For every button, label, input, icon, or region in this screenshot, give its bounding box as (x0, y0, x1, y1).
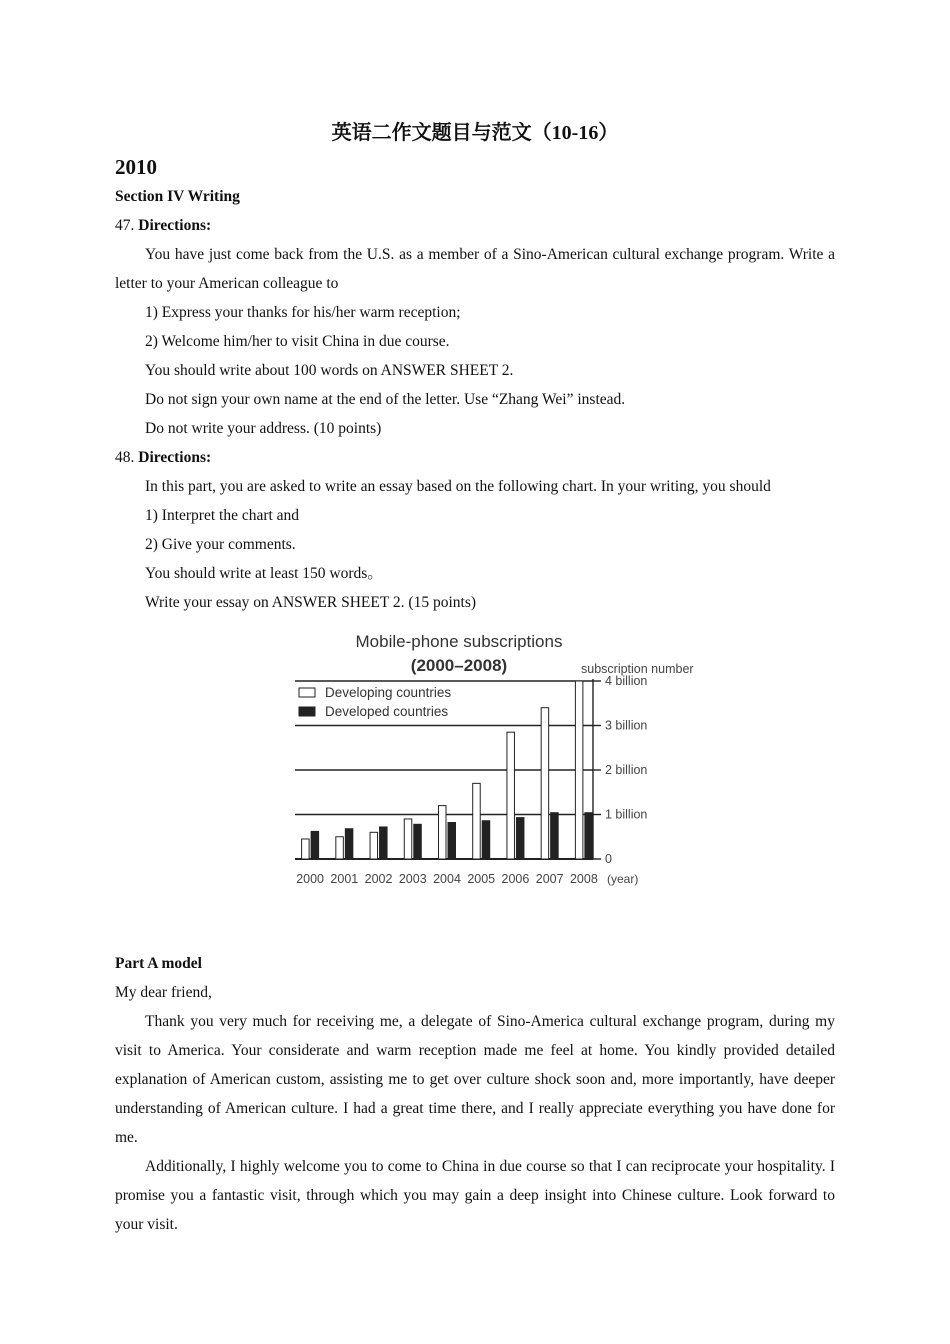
section-heading: Section IV Writing (115, 188, 240, 205)
letter-paragraph-2: Additionally, I highly welcome you to come to China in due course so that I can reciprocate your hospitality. I promise you a fantastic visit, through which you may gain a deep insight into Chinese culture. Look forward to your visit. (115, 1158, 835, 1233)
q48-label: Directions: (138, 449, 212, 466)
x-tick-label: 2005 (467, 872, 496, 886)
x-tick-label: 2007 (535, 872, 564, 886)
q47-directions (115, 211, 835, 240)
chart-title: Mobile-phone subscriptions (355, 632, 563, 651)
q47-prompt: You have just come back from the U.S. as a member of a Sino-American cultural exchange program. Write a letter to your American colleague to (115, 246, 835, 292)
bar-developing-2004 (439, 806, 447, 859)
y-tick-label: 3 billion (605, 718, 648, 733)
bar-developed-2003 (414, 824, 422, 859)
part-a-heading: Part A model (115, 955, 202, 972)
y-tick-label: 1 billion (605, 807, 648, 822)
legend-swatch (299, 707, 315, 716)
legend-label: Developed countries (325, 704, 449, 719)
bar-developing-2001 (336, 837, 344, 859)
y-tick-label: 0 (605, 852, 612, 866)
bar-developed-2004 (448, 823, 456, 859)
q47-word-count: You should write about 100 words on ANSWER SHEET 2. (145, 362, 514, 379)
bar-developing-2006 (507, 732, 515, 859)
chart-subtitle: (2000–2008) (410, 656, 508, 675)
x-tick-label: 2006 (501, 872, 530, 886)
chart-svg (115, 625, 835, 893)
bar-developed-2005 (482, 821, 490, 859)
q48-item-2: 2) Give your comments. (145, 536, 296, 553)
x-tick-label: 2008 (569, 872, 598, 886)
x-tick-label: 2004 (433, 872, 461, 886)
y-tick-label: 4 billion (605, 674, 648, 688)
subscriptions-chart (115, 625, 835, 893)
q48-number: 48. (115, 449, 139, 466)
q48-word-count: You should write at least 150 words。 (145, 565, 383, 582)
x-tick-label: 2002 (364, 872, 393, 886)
bar-developing-2008 (575, 681, 583, 859)
bar-developed-2001 (345, 829, 353, 859)
bar-developing-2002 (370, 832, 378, 859)
q47-signature-rule: Do not sign your own name at the end of the letter. Use “Zhang Wei” instead. (145, 391, 626, 408)
year-heading: 2010 (115, 155, 157, 179)
y-tick-label: 2 billion (605, 763, 648, 777)
q47-label: Directions: (138, 217, 212, 234)
q47-number: 47. (115, 217, 139, 234)
q48-item-1: 1) Interpret the chart and (145, 507, 300, 524)
q48-directions (115, 443, 835, 472)
bar-developed-2008 (585, 813, 593, 859)
x-tick-label: 2003 (398, 872, 427, 886)
document-page (115, 118, 835, 1239)
letter-greeting: My dear friend, (115, 984, 212, 1001)
legend-swatch (299, 688, 315, 697)
q47-item-1: 1) Express your thanks for his/her warm reception; (145, 304, 461, 321)
legend-label: Developing countries (325, 685, 452, 700)
chart-y-axis-label: subscription number (581, 662, 694, 676)
bar-developing-2000 (302, 839, 310, 859)
document-title: 英语二作文题目与范文（10-16） (331, 122, 619, 144)
q47-item-2: 2) Welcome him/her to visit China in due course. (145, 333, 450, 350)
bar-developing-2007 (541, 708, 549, 859)
x-tick-label: 2000 (296, 872, 325, 886)
x-tick-label: 2001 (330, 872, 359, 886)
bar-developing-2005 (473, 783, 481, 859)
bar-developing-2003 (404, 819, 412, 859)
bar-developed-2006 (516, 818, 524, 859)
x-axis-label: (year) (607, 872, 639, 886)
bar-developed-2002 (380, 827, 388, 859)
q48-answer-sheet: Write your essay on ANSWER SHEET 2. (15 points) (145, 594, 477, 611)
q47-address-rule: Do not write your address. (10 points) (145, 420, 382, 437)
bar-developed-2007 (551, 813, 559, 859)
q48-prompt: In this part, you are asked to write an essay based on the following chart. In your writing, you should (145, 478, 771, 495)
bar-developed-2000 (311, 831, 319, 859)
letter-paragraph-1: Thank you very much for receiving me, a delegate of Sino-America cultural exchange program, during my visit to America. Your considerate and warm reception made me feel at home. You kindly provided detailed explanation of American custom, assisting me to get over culture shock soon and, more importantly, have deeper understanding of American culture. I had a great time there, and I really appreciate everything you have done for me. (115, 1013, 835, 1146)
spacer (115, 893, 835, 949)
